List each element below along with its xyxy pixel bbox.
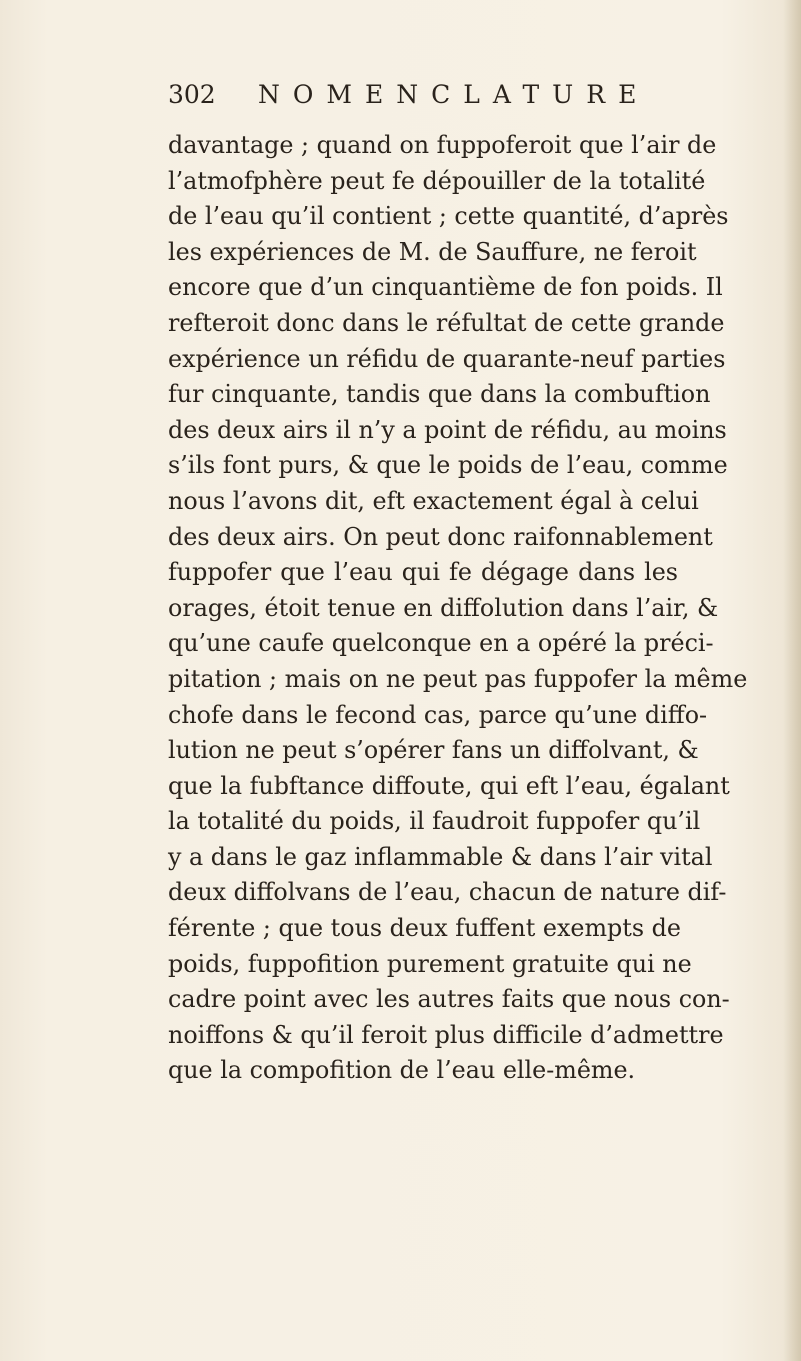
text-line: nous l’avons dit, eft exactement égal à celui	[168, 486, 699, 515]
text-line: l’atmofphère peut fe dépouiller de la totalité	[168, 166, 706, 195]
text-line: cadre point avec les autres faits que nous con-	[168, 985, 730, 1014]
text-line: lution ne peut s’opérer fans un diffolvant, &	[168, 736, 699, 765]
text-line: les expériences de M. de Sauffure, ne feroit	[168, 237, 697, 266]
text-line: férente ; que tous deux fuffent exempts de	[168, 914, 681, 943]
text-line: fur cinquante, tandis que dans la combuftion	[168, 380, 711, 409]
text-line: qu’une caufe quelconque en a opéré la préci-	[168, 629, 714, 658]
text-line: que la compofition de l’eau elle-même.	[168, 1056, 636, 1085]
page-edge-shadow	[783, 0, 801, 1361]
page-header	[168, 80, 688, 120]
text-line: pitation ; mais on ne peut pas fuppofer la même	[168, 664, 748, 693]
text-line: des deux airs. On peut donc raifonnablement	[168, 522, 713, 551]
text-line: refteroit donc dans le réfultat de cette grande	[168, 308, 725, 337]
text-line: des deux airs il n’y a point de réfidu, au moins	[168, 415, 727, 444]
text-line: de l’eau qu’il contient ; cette quantité, d’après	[168, 202, 729, 231]
text-line: deux diffolvans de l’eau, chacun de nature dif-	[168, 878, 727, 907]
text-line: s’ils font purs, & que le poids de l’eau, comme	[168, 451, 728, 480]
text-line: que la fubftance diffoute, qui eft l’eau, égalant	[168, 771, 730, 800]
text-line: noiffons & qu’il feroit plus difficile d’admettre	[168, 1020, 724, 1049]
text-line: encore que d’un cinquantième de fon poids. Il	[168, 273, 723, 302]
text-line: fuppofer que l’eau qui fe dégage dans les	[168, 558, 678, 587]
text-line: poids, fuppofition purement gratuite qui ne	[168, 949, 692, 978]
text-line: la totalité du poids, il faudroit fuppofer qu’il	[168, 807, 701, 836]
text-line: orages, étoit tenue en diffolution dans l’air, &	[168, 593, 719, 622]
text-line: y a dans le gaz inflammable & dans l’air vital	[168, 842, 713, 871]
text-line: davantage ; quand on fuppoferoit que l’air de	[168, 131, 717, 159]
running-title: NOMENCLATURE	[258, 80, 650, 109]
body-paragraph	[168, 128, 748, 1089]
text-line: expérience un réfidu de quarante-neuf parties	[168, 344, 726, 373]
text-line: chofe dans le fecond cas, parce qu’une diffo-	[168, 700, 708, 729]
page-number: 302	[168, 80, 216, 109]
